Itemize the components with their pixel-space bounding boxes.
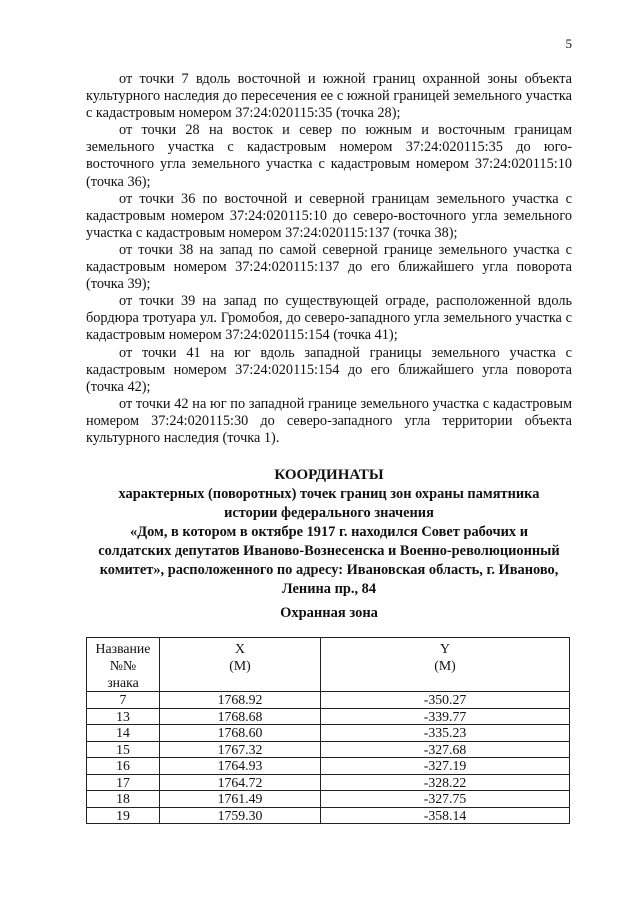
table-row [87, 708, 570, 725]
cell-name: 15 [87, 741, 160, 758]
cell-y: -328.22 [321, 774, 570, 791]
table-row [87, 807, 570, 824]
header-y [321, 638, 570, 692]
cell-y: -350.27 [321, 692, 570, 709]
coordinates-table [86, 637, 570, 824]
paragraph: от точки 7 вдоль восточной и южной границ охранной зоны объекта культурного наследия до пересечения ее с южной границей земельного участка с кадастровым номером 37:24:020115:35 (точка 28); [86, 71, 572, 122]
paragraph: от точки 28 на восток и север по южным и восточным границам земельного участка с кадастровым номером 37:24:020115:35 до юго-восточного угла земельного участка с кадастровым номером 37:24:020115:10 (точка 36); [86, 122, 572, 190]
cell-name: 16 [87, 758, 160, 775]
cell-y: -327.75 [321, 791, 570, 808]
cell-y: -358.14 [321, 807, 570, 824]
zone-title: Охранная зона [280, 605, 378, 621]
cell-name: 7 [87, 692, 160, 709]
table-row [87, 692, 570, 709]
heading-line: комитет», расположенного по адресу: Ивановская область, г. Иваново, [99, 562, 559, 578]
paragraph: от точки 42 на юг по западной границе земельного участка с кадастровым номером 37:24:020115:30 до северо-западного угла территории объекта культурного наследия (точка 1). [86, 395, 572, 446]
heading-line: истории федерального значения [224, 505, 434, 521]
header-y-label: Y [440, 641, 450, 656]
cell-y: -339.77 [321, 708, 570, 725]
header-name-line: знака [107, 675, 139, 690]
coordinates-heading [86, 466, 572, 599]
table-row [87, 741, 570, 758]
table-row [87, 725, 570, 742]
heading-line: солдатских депутатов Иваново-Вознесенска и Военно-революционный [98, 543, 560, 559]
heading-line: Ленина пр., 84 [281, 581, 377, 597]
heading-title: КООРДИНАТЫ [274, 467, 384, 483]
cell-x: 1768.60 [160, 725, 321, 742]
cell-name: 13 [87, 708, 160, 725]
table-row [87, 758, 570, 775]
paragraph: от точки 41 на юг вдоль западной границы земельного участка с кадастровым номером 37:24:020115:154 до его ближайшего угла поворота (точка 42); [86, 344, 572, 395]
header-name-line: Название [95, 641, 151, 656]
heading-line: характерных (поворотных) точек границ зон охраны памятника [118, 486, 540, 502]
header-x [160, 638, 321, 692]
cell-x: 1759.30 [160, 807, 321, 824]
cell-x: 1767.32 [160, 741, 321, 758]
cell-x: 1764.93 [160, 758, 321, 775]
paragraph: от точки 36 по восточной и северной границам земельного участка с кадастровым номером 37:24:020115:10 до северо-восточного угла земельного участка с кадастровым номером 37:24:020115:137 (точка 38); [86, 190, 572, 241]
cell-x: 1764.72 [160, 774, 321, 791]
cell-y: -327.19 [321, 758, 570, 775]
cell-y: -335.23 [321, 725, 570, 742]
header-x-label: X [235, 641, 245, 656]
header-name-line: №№ [109, 658, 137, 673]
cell-name: 19 [87, 807, 160, 824]
cell-name: 17 [87, 774, 160, 791]
cell-x: 1761.49 [160, 791, 321, 808]
heading-line: «Дом, в котором в октябре 1917 г. находился Совет рабочих и [130, 524, 528, 540]
header-x-unit: (М) [229, 658, 251, 673]
paragraph: от точки 39 на запад по существующей ограде, расположенной вдоль бордюра тротуара ул. Громобоя, до северо-западного угла земельного участка с кадастровым номером 37:24:020115:154 (точка 41); [86, 293, 572, 344]
page-number: 5 [565, 36, 572, 51]
table-row [87, 774, 570, 791]
cell-name: 14 [87, 725, 160, 742]
cell-x: 1768.68 [160, 708, 321, 725]
boundary-description [86, 71, 572, 447]
cell-x: 1768.92 [160, 692, 321, 709]
table-header-row [87, 638, 570, 692]
header-y-unit: (М) [434, 658, 456, 673]
paragraph: от точки 38 на запад по самой северной границе земельного участка с кадастровым номером 37:24:020115:137 до его ближайшего угла поворота (точка 39); [86, 241, 572, 293]
cell-name: 18 [87, 791, 160, 808]
header-name [87, 638, 160, 692]
table-row [87, 791, 570, 808]
cell-y: -327.68 [321, 741, 570, 758]
